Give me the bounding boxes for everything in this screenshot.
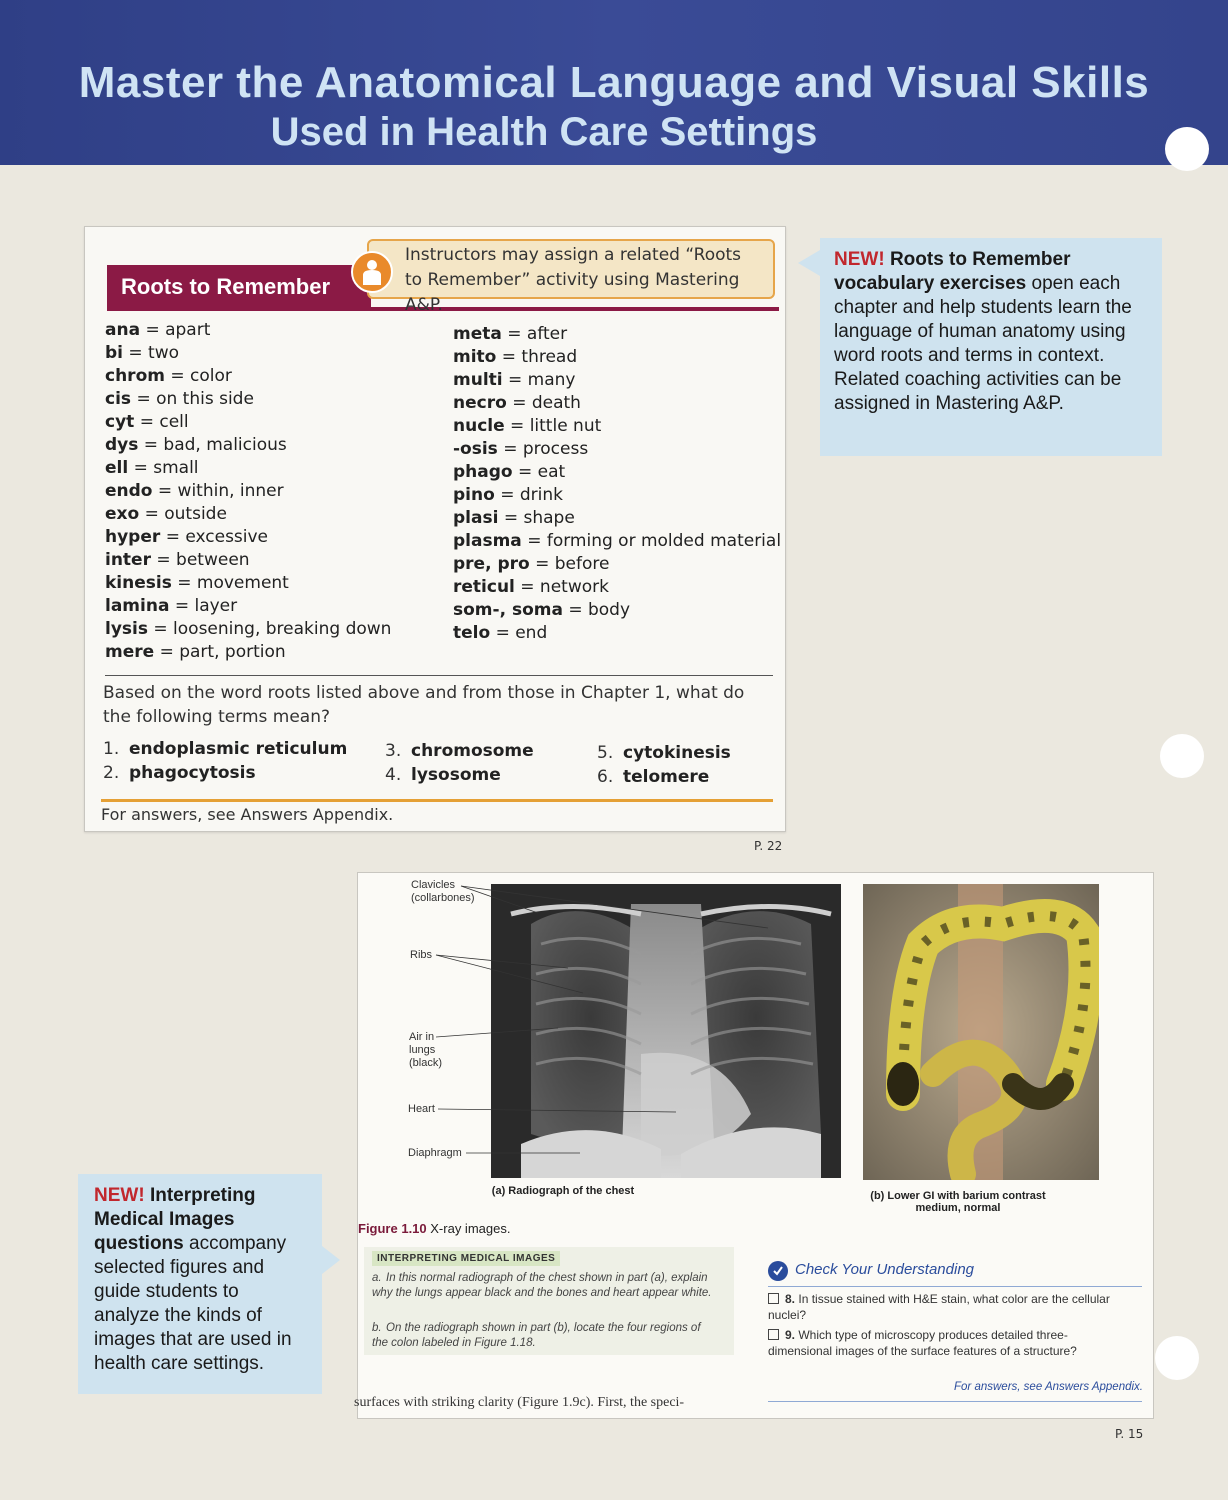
- page-title-line2: Used in Health Care Settings: [270, 110, 818, 154]
- list-item: ana = apart: [105, 320, 211, 340]
- terms-column-2: [385, 739, 534, 787]
- check-understanding-title: Check Your Understanding: [795, 1261, 975, 1278]
- binder-hole-bottom: [1155, 1336, 1199, 1380]
- caption-b: (b) Lower GI with barium contrast medium, normal: [870, 1190, 1046, 1214]
- caption-a: (a) Radiograph of the chest: [491, 1185, 635, 1197]
- body-text-fragment: surfaces with striking clarity (Figure 1.9c). First, the speci-: [354, 1395, 685, 1410]
- label-clavicles: Clavicles (collarbones): [411, 879, 475, 904]
- divider: [768, 1401, 1142, 1402]
- checkmark-icon: [768, 1261, 788, 1281]
- terms-column-1: [103, 737, 347, 785]
- list-item: meta = after: [453, 324, 568, 344]
- list-item: cis = on this side: [105, 389, 254, 409]
- imi-question-a: a. In this normal radiograph of the chest shown in part (a), explain why the lungs appear black and the bones and heart appear white.: [372, 1272, 712, 1299]
- label-diaphragm: Diaphragm: [408, 1147, 462, 1159]
- list-item: cyt = cell: [105, 412, 189, 432]
- roots-to-remember-card: [84, 226, 786, 832]
- callout-interpreting-images: [78, 1174, 322, 1394]
- callout-heading: Interpreting Medical Images: [94, 1185, 256, 1230]
- list-item: som-, soma = body: [453, 600, 631, 620]
- list-item: reticul = network: [453, 577, 609, 597]
- callout-body: open each chapter and help students learn the language of human anatomy using word roots and terms in context. Related coaching activities can be assigned in Mastering A&P.: [834, 273, 1132, 414]
- interpreting-images-box: [364, 1247, 734, 1355]
- interpreting-images-heading: INTERPRETING MEDICAL IMAGES: [372, 1251, 560, 1266]
- label-air-in-lungs: Air in lungs (black): [409, 1031, 443, 1069]
- list-item: pino = drink: [453, 485, 563, 505]
- list-item: telo = end: [453, 623, 548, 643]
- callout-roots-to-remember: [820, 238, 1162, 456]
- label-heart: Heart: [408, 1103, 435, 1115]
- checkbox-icon: [768, 1293, 779, 1304]
- checkbox-icon: [768, 1329, 779, 1340]
- page-title: [0, 58, 1228, 155]
- instructor-person-icon: [351, 251, 393, 293]
- list-item: necro = death: [453, 393, 581, 413]
- roots-list-right: [453, 323, 781, 645]
- new-badge: NEW!: [94, 1185, 145, 1206]
- list-item: multi = many: [453, 370, 576, 390]
- binder-hole-middle: [1160, 734, 1204, 778]
- list-item: pre, pro = before: [453, 554, 610, 574]
- new-badge: NEW!: [834, 249, 885, 270]
- roots-heading: Roots to Remember: [107, 265, 371, 309]
- page-number: P. 22: [754, 839, 783, 853]
- figure-title: Figure 1.10 X-ray images.: [358, 1221, 511, 1236]
- instructor-note: [367, 239, 775, 315]
- list-item: lamina = layer: [105, 596, 238, 616]
- callout-heading-2: questions: [94, 1233, 184, 1254]
- list-item: 1. endoplasmic reticulum: [103, 739, 348, 759]
- list-item: -osis = process: [453, 439, 589, 459]
- list-item: nucle = little nut: [453, 416, 602, 436]
- list-item: ell = small: [105, 458, 199, 478]
- list-item: plasma = forming or molded material: [453, 531, 782, 551]
- roots-question: Based on the word roots listed above and from those in Chapter 1, what do the following terms mean?: [103, 683, 745, 727]
- cyu-answers-note: For answers, see Answers Appendix.: [954, 1381, 1143, 1393]
- list-item: 5. cytokinesis: [597, 743, 731, 763]
- cyu-question-8: 8. In tissue stained with H&E stain, what color are the cellular nuclei?: [768, 1292, 1110, 1322]
- list-item: mere = part, portion: [105, 642, 286, 662]
- list-item: 3. chromosome: [385, 741, 534, 761]
- list-item: hyper = excessive: [105, 527, 269, 547]
- roots-list-left: [105, 319, 391, 664]
- list-item: phago = eat: [453, 462, 566, 482]
- label-ribs: Ribs: [410, 949, 433, 961]
- list-item: plasi = shape: [453, 508, 575, 528]
- cyu-question-9: 9. Which type of microscopy produces detailed three-dimensional images of the surface features of a structure?: [768, 1328, 1077, 1358]
- list-item: inter = between: [105, 550, 250, 570]
- leader-lines: [358, 873, 858, 1183]
- list-item: chrom = color: [105, 366, 232, 386]
- imi-question-b: b. On the radiograph shown in part (b), locate the four regions of the colon labeled in Figure 1.18.: [372, 1322, 701, 1349]
- binder-hole-top: [1165, 127, 1209, 171]
- callout-heading-2: vocabulary exercises: [834, 273, 1027, 294]
- barium-lower-gi-image: [863, 884, 1099, 1180]
- answers-note: For answers, see Answers Appendix.: [101, 805, 394, 824]
- list-item: 6. telomere: [597, 767, 710, 787]
- divider: [101, 799, 773, 802]
- callout-heading: Roots to Remember: [889, 249, 1071, 270]
- list-item: lysis = loosening, breaking down: [105, 619, 392, 639]
- divider: [105, 675, 773, 676]
- list-item: 4. lysosome: [385, 765, 501, 785]
- list-item: exo = outside: [105, 504, 227, 524]
- figure-card: [354, 872, 1154, 1419]
- page-number: P. 15: [1115, 1427, 1144, 1441]
- list-item: mito = thread: [453, 347, 578, 367]
- list-item: kinesis = movement: [105, 573, 289, 593]
- page-title-line1: Master the Anatomical Language and Visual Skills: [78, 58, 1150, 107]
- list-item: dys = bad, malicious: [105, 435, 287, 455]
- callout-body: accompany selected figures and guide students to analyze the kinds of images that are used in health care settings.: [94, 1233, 292, 1374]
- list-item: 2. phagocytosis: [103, 763, 256, 783]
- roots-heading-rule: [107, 307, 779, 311]
- terms-column-3: [597, 741, 731, 789]
- list-item: endo = within, inner: [105, 481, 284, 501]
- list-item: bi = two: [105, 343, 180, 363]
- divider: [768, 1286, 1142, 1287]
- header-banner: [0, 0, 1228, 165]
- instructor-note-text: Instructors may assign a related “Roots to Remember” activity using Mastering A&P.: [405, 245, 742, 315]
